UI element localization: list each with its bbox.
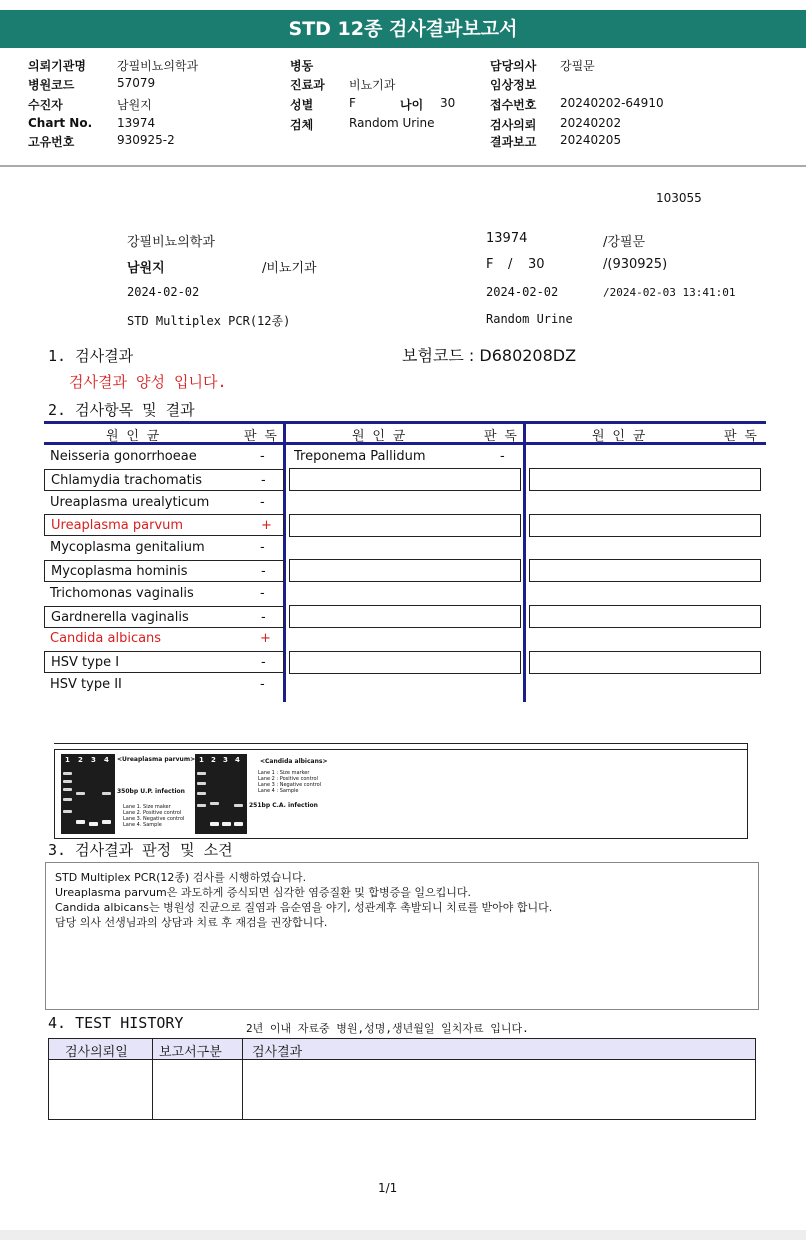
pathogen-result: - (260, 585, 265, 601)
comment-line: Ureaplasma parvum은 과도하게 증식되면 심각한 염증질환 및 합병증을 일으킵니다. (55, 886, 471, 899)
gel-image-panel (54, 749, 748, 839)
empty-result-cell (289, 468, 521, 491)
gel-band (63, 788, 72, 791)
history-table (48, 1038, 756, 1120)
header-value: 930925-2 (117, 133, 175, 147)
gel-band (89, 822, 98, 826)
history-col-divider (242, 1039, 243, 1119)
pathogen-result: - (261, 472, 266, 488)
gel-band (222, 822, 231, 826)
gel-band (63, 810, 72, 813)
lane-num: 3 (223, 756, 228, 764)
summary-reported: /2024-02-03 13:41:01 (603, 286, 736, 299)
lane-num: 1 (199, 756, 204, 764)
summary-age: 30 (528, 257, 545, 272)
gel-right-marker: 251bp C.A. infection (249, 802, 318, 809)
header-value: 비뇨기과 (349, 78, 396, 92)
treponema-name: Treponema Pallidum (294, 449, 426, 464)
header-value: 남원지 (117, 98, 152, 112)
gel-legend: Lane 4. Sample (123, 822, 162, 828)
col-pathogen-2: 원 인 균 (352, 429, 406, 444)
gel-band (210, 802, 219, 805)
insurance-code: 보험코드 : D680208DZ (402, 346, 577, 365)
header-value: F (349, 96, 356, 110)
gel-left (61, 754, 115, 834)
summary-date2: 2024-02-02 (486, 285, 559, 299)
gel-left-caption: <Ureaplasma parvum> (117, 756, 196, 763)
header-label: 고유번호 (28, 135, 75, 149)
page-number: 1/1 (378, 1181, 398, 1195)
history-note: 2년 이내 자료중 병원,성명,생년월일 일치자료 입니다. (246, 1022, 529, 1035)
lane-num: 3 (91, 756, 96, 764)
history-header-type: 보고서구분 (159, 1045, 222, 1060)
history-header-date: 검사의뢰일 (65, 1045, 128, 1060)
gel-legend: Lane 4 : Sample (258, 788, 299, 794)
gel-band (197, 772, 206, 775)
gel-band (234, 804, 243, 807)
col-result-2: 판 독 (484, 429, 517, 444)
gel-band (76, 820, 85, 824)
result-row (44, 537, 284, 559)
summary-slash: / (508, 257, 513, 272)
history-header-result: 검사결과 (252, 1045, 303, 1060)
empty-result-cell (289, 514, 521, 537)
pathogen-name: Candida albicans (50, 631, 162, 647)
header-label: 성별 (290, 98, 314, 112)
result-row (44, 514, 284, 536)
summary-sex: F (486, 257, 494, 272)
col-divider-2 (523, 424, 526, 702)
pathogen-result: - (261, 655, 266, 671)
lane-num: 2 (78, 756, 83, 764)
empty-result-cell (289, 651, 521, 674)
pathogen-name: Ureaplasma parvum (51, 518, 184, 534)
col-result-3: 판 독 (724, 429, 757, 444)
lane-num: 4 (235, 756, 240, 764)
header-value: 20240202-64910 (560, 96, 664, 110)
empty-result-cell (529, 559, 761, 582)
pathogen-name: Mycoplasma hominis (51, 564, 188, 579)
header-label: 검사의뢰 (490, 118, 537, 132)
section1-title: 1. 검사결과 (48, 347, 134, 365)
pathogen-name: Mycoplasma genitalium (50, 540, 205, 556)
header-value: 20240205 (560, 133, 622, 147)
gel-left-marker: 350bp U.P. infection (117, 788, 185, 795)
pathogen-result: - (261, 564, 266, 579)
gel-band (210, 822, 219, 826)
header-divider (0, 165, 806, 167)
section2-title: 2. 검사항목 및 결과 (48, 401, 195, 419)
report-code: 103055 (656, 191, 702, 205)
result-row (44, 606, 284, 628)
lane-num: 1 (65, 756, 70, 764)
summary-test-name: STD Multiplex PCR(12종) (127, 314, 291, 328)
summary-chart-no: 13974 (486, 231, 528, 246)
report-title: STD 12종 검사결과보고서 (0, 10, 806, 48)
result-row (44, 446, 284, 468)
header-label: 나이 (400, 98, 424, 112)
gel-band (76, 792, 85, 795)
summary-date1: 2024-02-02 (127, 285, 200, 299)
summary-doctor: /강필문 (603, 235, 646, 250)
header-label: 병원코드 (28, 78, 75, 92)
pathogen-name: Chlamydia trachomatis (51, 472, 203, 488)
header-value: 강필비뇨의학과 (117, 59, 199, 73)
pathogen-name: HSV type I (51, 655, 120, 671)
gel-band (63, 772, 72, 775)
summary-dept: /비뇨기과 (262, 261, 317, 276)
header-label: Chart No. (28, 116, 93, 130)
pathogen-result: - (261, 609, 266, 625)
empty-result-cell (529, 605, 761, 628)
result-row (44, 469, 284, 491)
header-label: 수진자 (28, 98, 63, 112)
gel-right (195, 754, 247, 834)
result-row (44, 560, 284, 582)
summary-patient: 남원지 (127, 261, 165, 276)
header-label: 병동 (290, 59, 314, 73)
col-pathogen-3: 원 인 균 (592, 429, 646, 444)
comment-line: STD Multiplex PCR(12종) 검사를 시행하였습니다. (55, 871, 307, 884)
table-top-rule (44, 421, 766, 424)
gel-legend: Lane 1. Size maker (123, 804, 171, 810)
pathogen-name: Gardnerella vaginalis (51, 609, 189, 625)
summary-dob: /(930925) (603, 257, 668, 272)
gel-band (63, 798, 72, 801)
section3-title: 3. 검사결과 판정 및 소견 (48, 841, 233, 859)
summary-specimen: Random Urine (486, 312, 573, 326)
pathogen-name: Trichomonas vaginalis (50, 585, 194, 601)
header-label: 임상정보 (490, 78, 537, 92)
gel-legend: Lane 2 : Positive control (258, 776, 318, 782)
pathogen-result: - (260, 449, 265, 464)
page-footer-band (0, 1230, 806, 1240)
header-label: 진료과 (290, 78, 325, 92)
summary-hospital: 강필비뇨의학과 (127, 235, 215, 250)
history-header (49, 1039, 755, 1060)
history-col-divider (152, 1039, 153, 1119)
empty-result-cell (529, 651, 761, 674)
gel-legend: Lane 2. Positive control (123, 810, 182, 816)
gel-legend: Lane 1 : Size marker (258, 770, 310, 776)
empty-result-cell (529, 514, 761, 537)
header-value: 13974 (117, 116, 156, 130)
header-value: 57079 (117, 76, 156, 90)
section4-title: 4. TEST HISTORY (48, 1014, 184, 1032)
comment-line: Candida albicans는 병원성 진균으로 질염과 음순염을 야기, 성관계후 촉발되니 치료를 받아야 합니다. (55, 901, 553, 914)
header-label: 검체 (290, 118, 314, 132)
comment-line: 담당 의사 선생님과의 상담과 치료 후 재검을 권장합니다. (55, 916, 328, 929)
result-row (44, 674, 284, 696)
gel-band (234, 822, 243, 826)
result-summary: 검사결과 양성 입니다. (69, 373, 227, 391)
gel-legend: Lane 3. Negative control (123, 816, 185, 822)
header-label: 의뢰기관명 (28, 59, 86, 73)
pathogen-name: Ureaplasma urealyticum (50, 494, 210, 510)
pathogen-result: + (261, 518, 272, 534)
pathogen-result: - (260, 540, 265, 556)
header-value: 30 (440, 96, 456, 110)
header-value: 20240202 (560, 116, 622, 130)
pathogen-name: Neisseria gonorrhoeae (50, 449, 197, 464)
result-row (44, 628, 284, 650)
gel-band (102, 792, 111, 795)
gel-right-caption: <Candida albicans> (260, 758, 328, 765)
col-result-1: 판 독 (244, 429, 277, 444)
gel-band (197, 804, 206, 807)
empty-result-cell (289, 605, 521, 628)
gel-band (197, 782, 206, 785)
pathogen-result: - (260, 677, 265, 692)
gel-band (102, 820, 111, 824)
result-row (44, 651, 284, 673)
pathogen-result: + (260, 631, 271, 647)
gel-band (63, 780, 72, 783)
lane-num: 2 (211, 756, 216, 764)
empty-result-cell (289, 559, 521, 582)
empty-result-cell (529, 468, 761, 491)
pathogen-result: - (260, 494, 265, 510)
result-row (44, 492, 284, 514)
result-row (44, 583, 284, 605)
pathogen-name: HSV type II (50, 677, 122, 692)
gel-band (197, 792, 206, 795)
header-label: 결과보고 (490, 135, 537, 149)
header-label: 담당의사 (490, 59, 537, 73)
header-label: 접수번호 (490, 98, 537, 112)
treponema-result: - (500, 449, 505, 464)
gel-legend: Lane 3 : Negative control (258, 782, 322, 788)
header-value: Random Urine (349, 116, 435, 130)
header-value: 강필문 (560, 59, 595, 73)
lane-num: 4 (104, 756, 109, 764)
col-pathogen-1: 원 인 균 (106, 429, 160, 444)
